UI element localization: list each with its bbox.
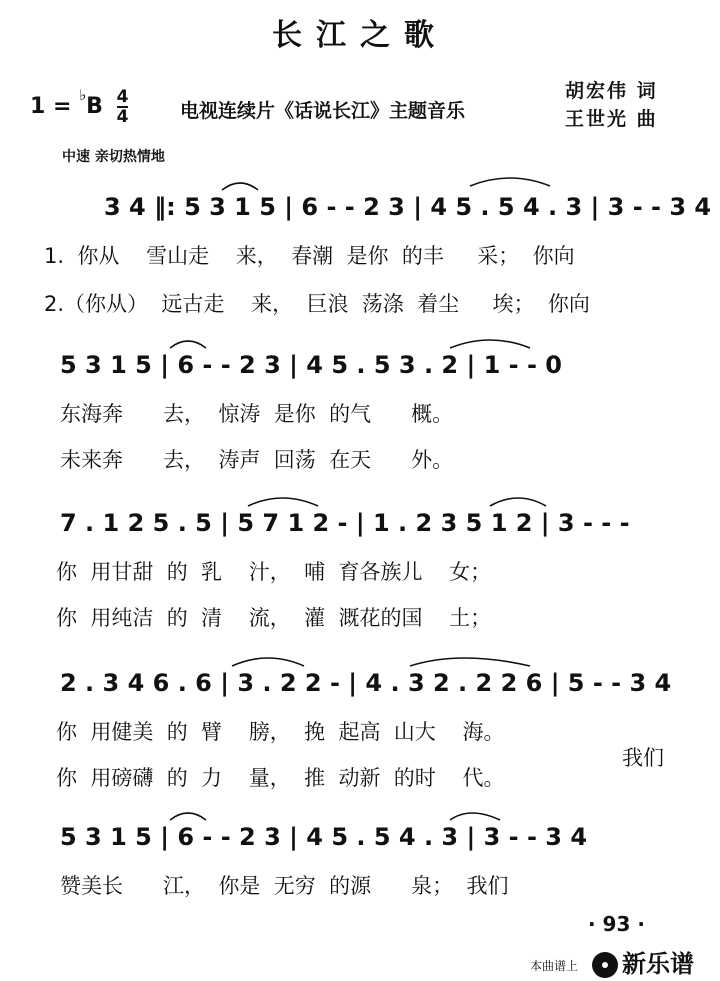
- lyric-line-3-verse-2: 你 用纯洁 的 清 流， 灌 溉花的国 土；: [56, 606, 492, 630]
- slur-mark: [490, 498, 546, 506]
- lyric-pickup-word: 我们: [622, 746, 664, 770]
- page-title: 长江之歌: [272, 18, 448, 53]
- slur-mark: [470, 178, 550, 186]
- slur-mark: [450, 340, 530, 348]
- lyric-line-1-verse-1: 1. 你从 雪山走 来， 春潮 是你 的丰 采； 你向: [44, 244, 575, 268]
- slur-mark: [450, 813, 500, 820]
- lyric-line-4-verse-2: 你 用磅礴 的 力 量， 推 动新 的时 代。: [56, 766, 505, 790]
- lyric-line-4-verse-1: 你 用健美 的 臂 膀， 挽 起高 山大 海。: [56, 720, 505, 744]
- lyricist-credit: 胡宏伟 词: [565, 80, 658, 102]
- logo-text: 新乐谱: [622, 950, 694, 978]
- subtitle: 电视连续片《话说长江》主题音乐: [180, 100, 466, 122]
- slur-mark: [410, 658, 530, 666]
- slur-mark: [222, 183, 258, 190]
- record-icon: [592, 952, 618, 978]
- site-logo: [592, 944, 694, 979]
- slur-mark: [232, 658, 304, 666]
- notation-line-3: 7 . 1 2 5 . 5 | 5 7 1 2 - | 1 . 2 3 5 1 2 | 3 - - -: [60, 509, 630, 537]
- key-prefix: 1 =: [30, 94, 80, 119]
- flat-sign: ♭: [79, 86, 87, 104]
- lyric-line-3-verse-1: 你 用甘甜 的 乳 汁， 哺 育各族儿 女；: [56, 560, 492, 584]
- key-note: B: [86, 94, 103, 119]
- slur-mark: [170, 813, 206, 820]
- slur-mark: [248, 498, 318, 506]
- lyric-line-1-verse-2: 2.（你从） 远古走 来， 巨浪 荡涤 着尘 埃； 你向: [44, 292, 590, 316]
- lyric-line-2-verse-1: 东海奔 去， 惊涛 是你 的气 概。: [60, 402, 454, 426]
- notation-line-1: 3 4 ‖: 5 3 1 5 | 6 - - 2 3 | 4 5 . 5 4 . 3 | 3 - - 3 4: [104, 193, 712, 221]
- lyric-line-5-verse-1: 赞美长 江， 你是 无穷 的源 泉； 我们: [60, 874, 509, 898]
- notation-line-5: 5 3 1 5 | 6 - - 2 3 | 4 5 . 5 4 . 3 | 3 - - 3 4: [60, 823, 588, 851]
- tempo-marking: 中速 亲切热情地: [62, 149, 165, 165]
- slur-mark: [170, 341, 206, 348]
- notation-line-2: 5 3 1 5 | 6 - - 2 3 | 4 5 . 5 3 . 2 | 1 - - 0: [60, 351, 562, 379]
- source-note: 本曲谱上: [530, 959, 579, 973]
- time-beats: 4: [116, 87, 129, 107]
- notation-line-4: 2 . 3 4 6 . 6 | 3 . 2 2 - | 4 . 3 2 . 2 2 6 | 5 - - 3 4: [60, 669, 672, 697]
- page-number: · 93 ·: [588, 912, 645, 936]
- composer-credit: 王世光 曲: [565, 108, 658, 130]
- lyric-line-2-verse-2: 未来奔 去， 涛声 回荡 在天 外。: [60, 448, 454, 472]
- time-unit: 4: [116, 107, 129, 127]
